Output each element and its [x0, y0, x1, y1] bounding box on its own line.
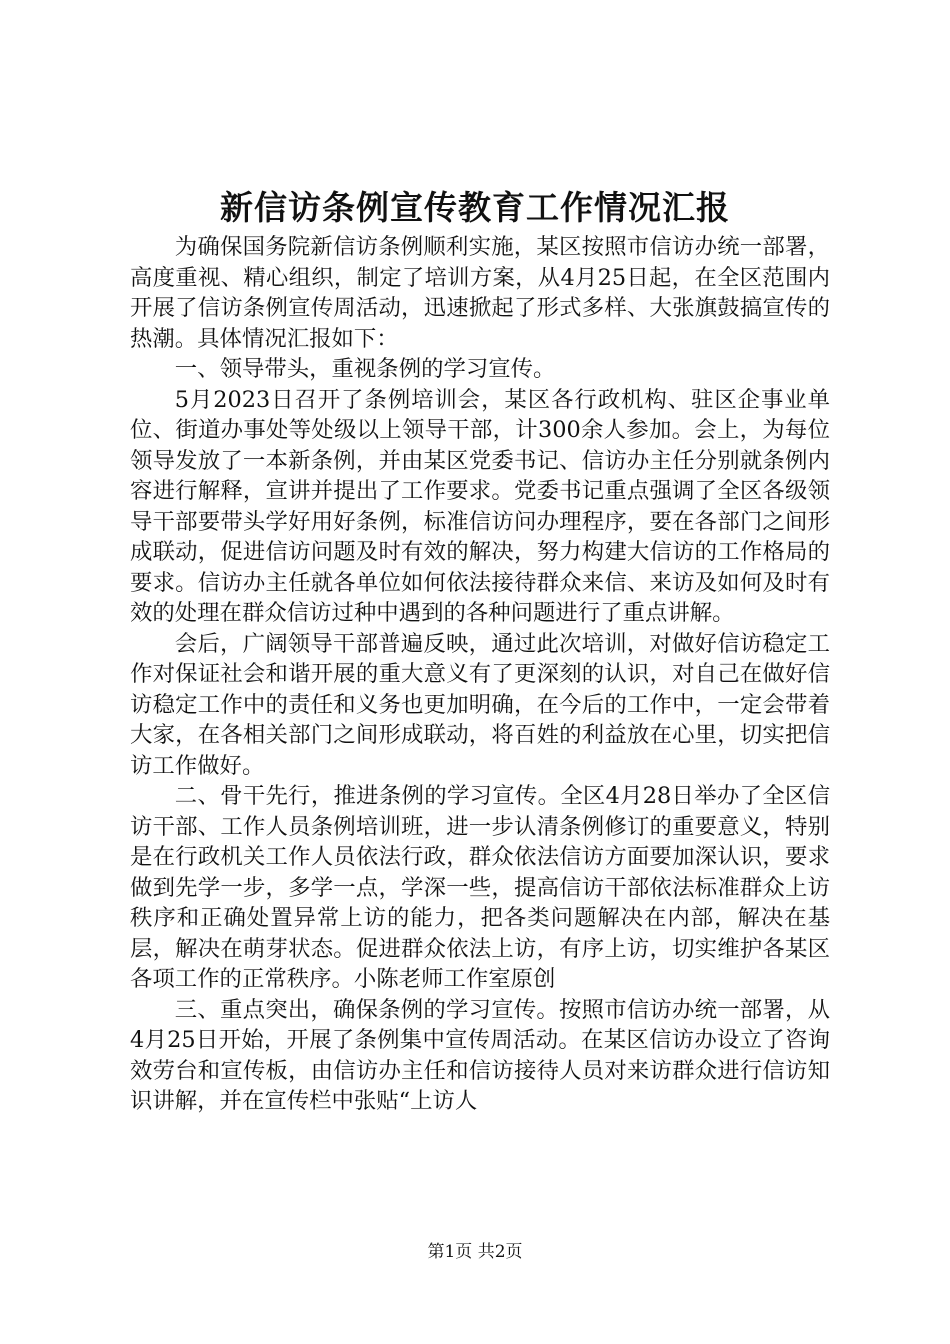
paragraph-section-2: 二、骨干先行，推进条例的学习宣传。全区4月28日举办了全区信访干部、工作人员条例培训班，进一步认清条例修订的重要意义，特别是在行政机关工作人员依法行政，群众依法信访方面要加深认识，要求做到先学一步，多学一点，学深一些，提高信访干部依法标准群众上访秩序和正确处置异常上访的能力，把各类问题解决在内部，解决在基层，解决在萌芽状态。促进群众依法上访，有序上访，切实维护各某区各项工作的正常秩序。小陈老师工作室原创: [130, 783, 830, 992]
paragraph-training-meeting: 5月2023日召开了条例培训会，某区各行政机构、驻区企事业单位、街道办事处等处级以上领导干部，计300余人参加。会上，为每位领导发放了一本新条例，并由某区党委书记、信访办主任分别就条例内容进行解释，宣讲并提出了工作要求。党委书记重点强调了全区各级领导干部要带头学好用好条例，标准信访问办理程序，要在各部门之间形成联动，促进信访问题及时有效的解决，努力构建大信访的工作格局的要求。信访办主任就各单位如何依法接待群众来信、来访及如何及时有效的处理在群众信访过种中遇到的各种问题进行了重点讲解。: [130, 386, 830, 626]
page-number-footer: 第1页 共2页: [427, 1242, 523, 1262]
paragraph-section-3: 三、重点突出，确保条例的学习宣传。按照市信访办统一部署，从4月25日开始，开展了条例集中宣传周活动。在某区信访办设立了咨询效劳台和宣传板，由信访办主任和信访接待人员对来访群众进行信访知识讲解，并在宣传栏中张贴“上访人: [130, 996, 830, 1114]
section-heading-1: 一、领导带头，重视条例的学习宣传。: [174, 356, 556, 382]
document-body: [130, 232, 830, 1117]
paragraph-intro: 为确保国务院新信访条例顺利实施，某区按照市信访办统一部署，高度重视、精心组织，制定了培训方案，从4月25日起，在全区范围内开展了信访条例宣传周活动，迅速掀起了形式多样、大张旗鼓搞宣传的热潮。具体情况汇报如下：: [130, 234, 830, 352]
document-title: 新信访条例宣传教育工作情况汇报: [220, 188, 730, 227]
paragraph-feedback: 会后，广阔领导干部普遍反映，通过此次培训，对做好信访稳定工作对保证社会和谐开展的重大意义有了更深刻的认识，对自己在做好信访稳定工作中的责任和义务也更加明确，在今后的工作中，一定会带着大家，在各相关部门之间形成联动，将百姓的利益放在心里，切实把信访工作做好。: [130, 630, 830, 779]
